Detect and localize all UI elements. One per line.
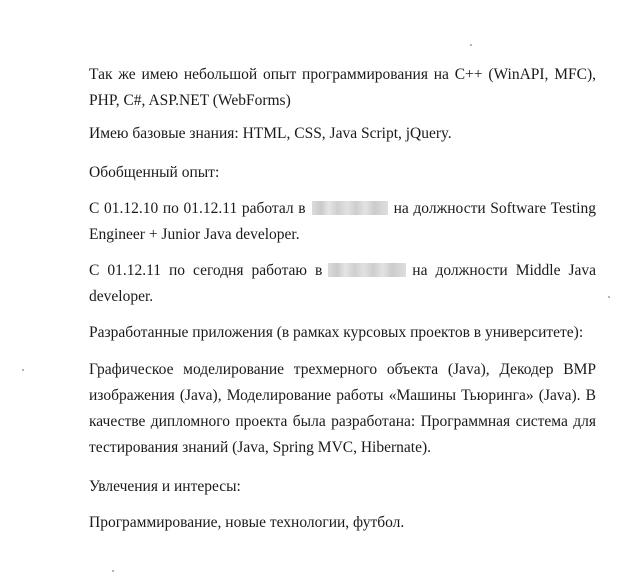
paragraph-line: Разработанные приложения (в рамках курсовых проектов в университете):: [89, 324, 584, 341]
paragraph-line: [89, 258, 596, 284]
paragraph-line: [89, 196, 596, 222]
paragraph-line: Программирование, новые технологии, футбол.: [89, 514, 405, 531]
scan-speck: [22, 369, 24, 371]
paragraph-applications-list: [89, 357, 596, 461]
job-period-text: С 01.12.11 по сегодня работаю в: [89, 262, 323, 279]
paragraph-line: Увлечения и интересы:: [89, 478, 241, 495]
paragraph-hobbies-heading: [89, 474, 596, 500]
paragraph-line: изображения (Java), Моделирование работы «Машины Тьюринга» (Java). В: [89, 387, 596, 404]
paragraph-hobbies: [89, 510, 596, 536]
paragraph-basic-knowledge: [89, 121, 596, 147]
paragraph-first-job: [89, 196, 596, 248]
redacted-company-name: [312, 201, 388, 215]
paragraph-line: качестве дипломного проекта была разработана: Программная система для: [89, 413, 596, 430]
paragraph-line: Имею базовые знания: HTML, CSS, Java Script, jQuery.: [89, 125, 452, 142]
scan-speck: [608, 296, 610, 298]
job-position-text: на должности Middle Java: [412, 262, 596, 279]
redacted-company-name: [328, 263, 406, 277]
paragraph-current-job: [89, 258, 596, 310]
paragraph-programming-experience: [89, 62, 596, 114]
paragraph-applications-heading: [89, 320, 596, 346]
paragraph-line: Обобщенный опыт:: [89, 164, 220, 181]
job-period-text: С 01.12.10 по 01.12.11 работал в: [89, 200, 306, 217]
job-position-text: на должности Software Testing: [393, 200, 596, 217]
scan-speck: [470, 44, 472, 46]
paragraph-line: PHP, C#, ASP.NET (WebForms): [89, 92, 291, 109]
paragraph-line: developer.: [89, 288, 154, 305]
scan-speck: [112, 570, 114, 572]
paragraph-line: Графическое моделирование трехмерного объекта (Java), Декодер BMP: [89, 361, 596, 378]
paragraph-line: тестирования знаний (Java, Spring MVC, Hibernate).: [89, 439, 432, 456]
paragraph-experience-heading: [89, 160, 596, 186]
paragraph-line: Engineer + Junior Java developer.: [89, 226, 300, 243]
paragraph-line: Так же имею небольшой опыт программирования на С++ (WinAPI, MFC),: [89, 66, 596, 83]
